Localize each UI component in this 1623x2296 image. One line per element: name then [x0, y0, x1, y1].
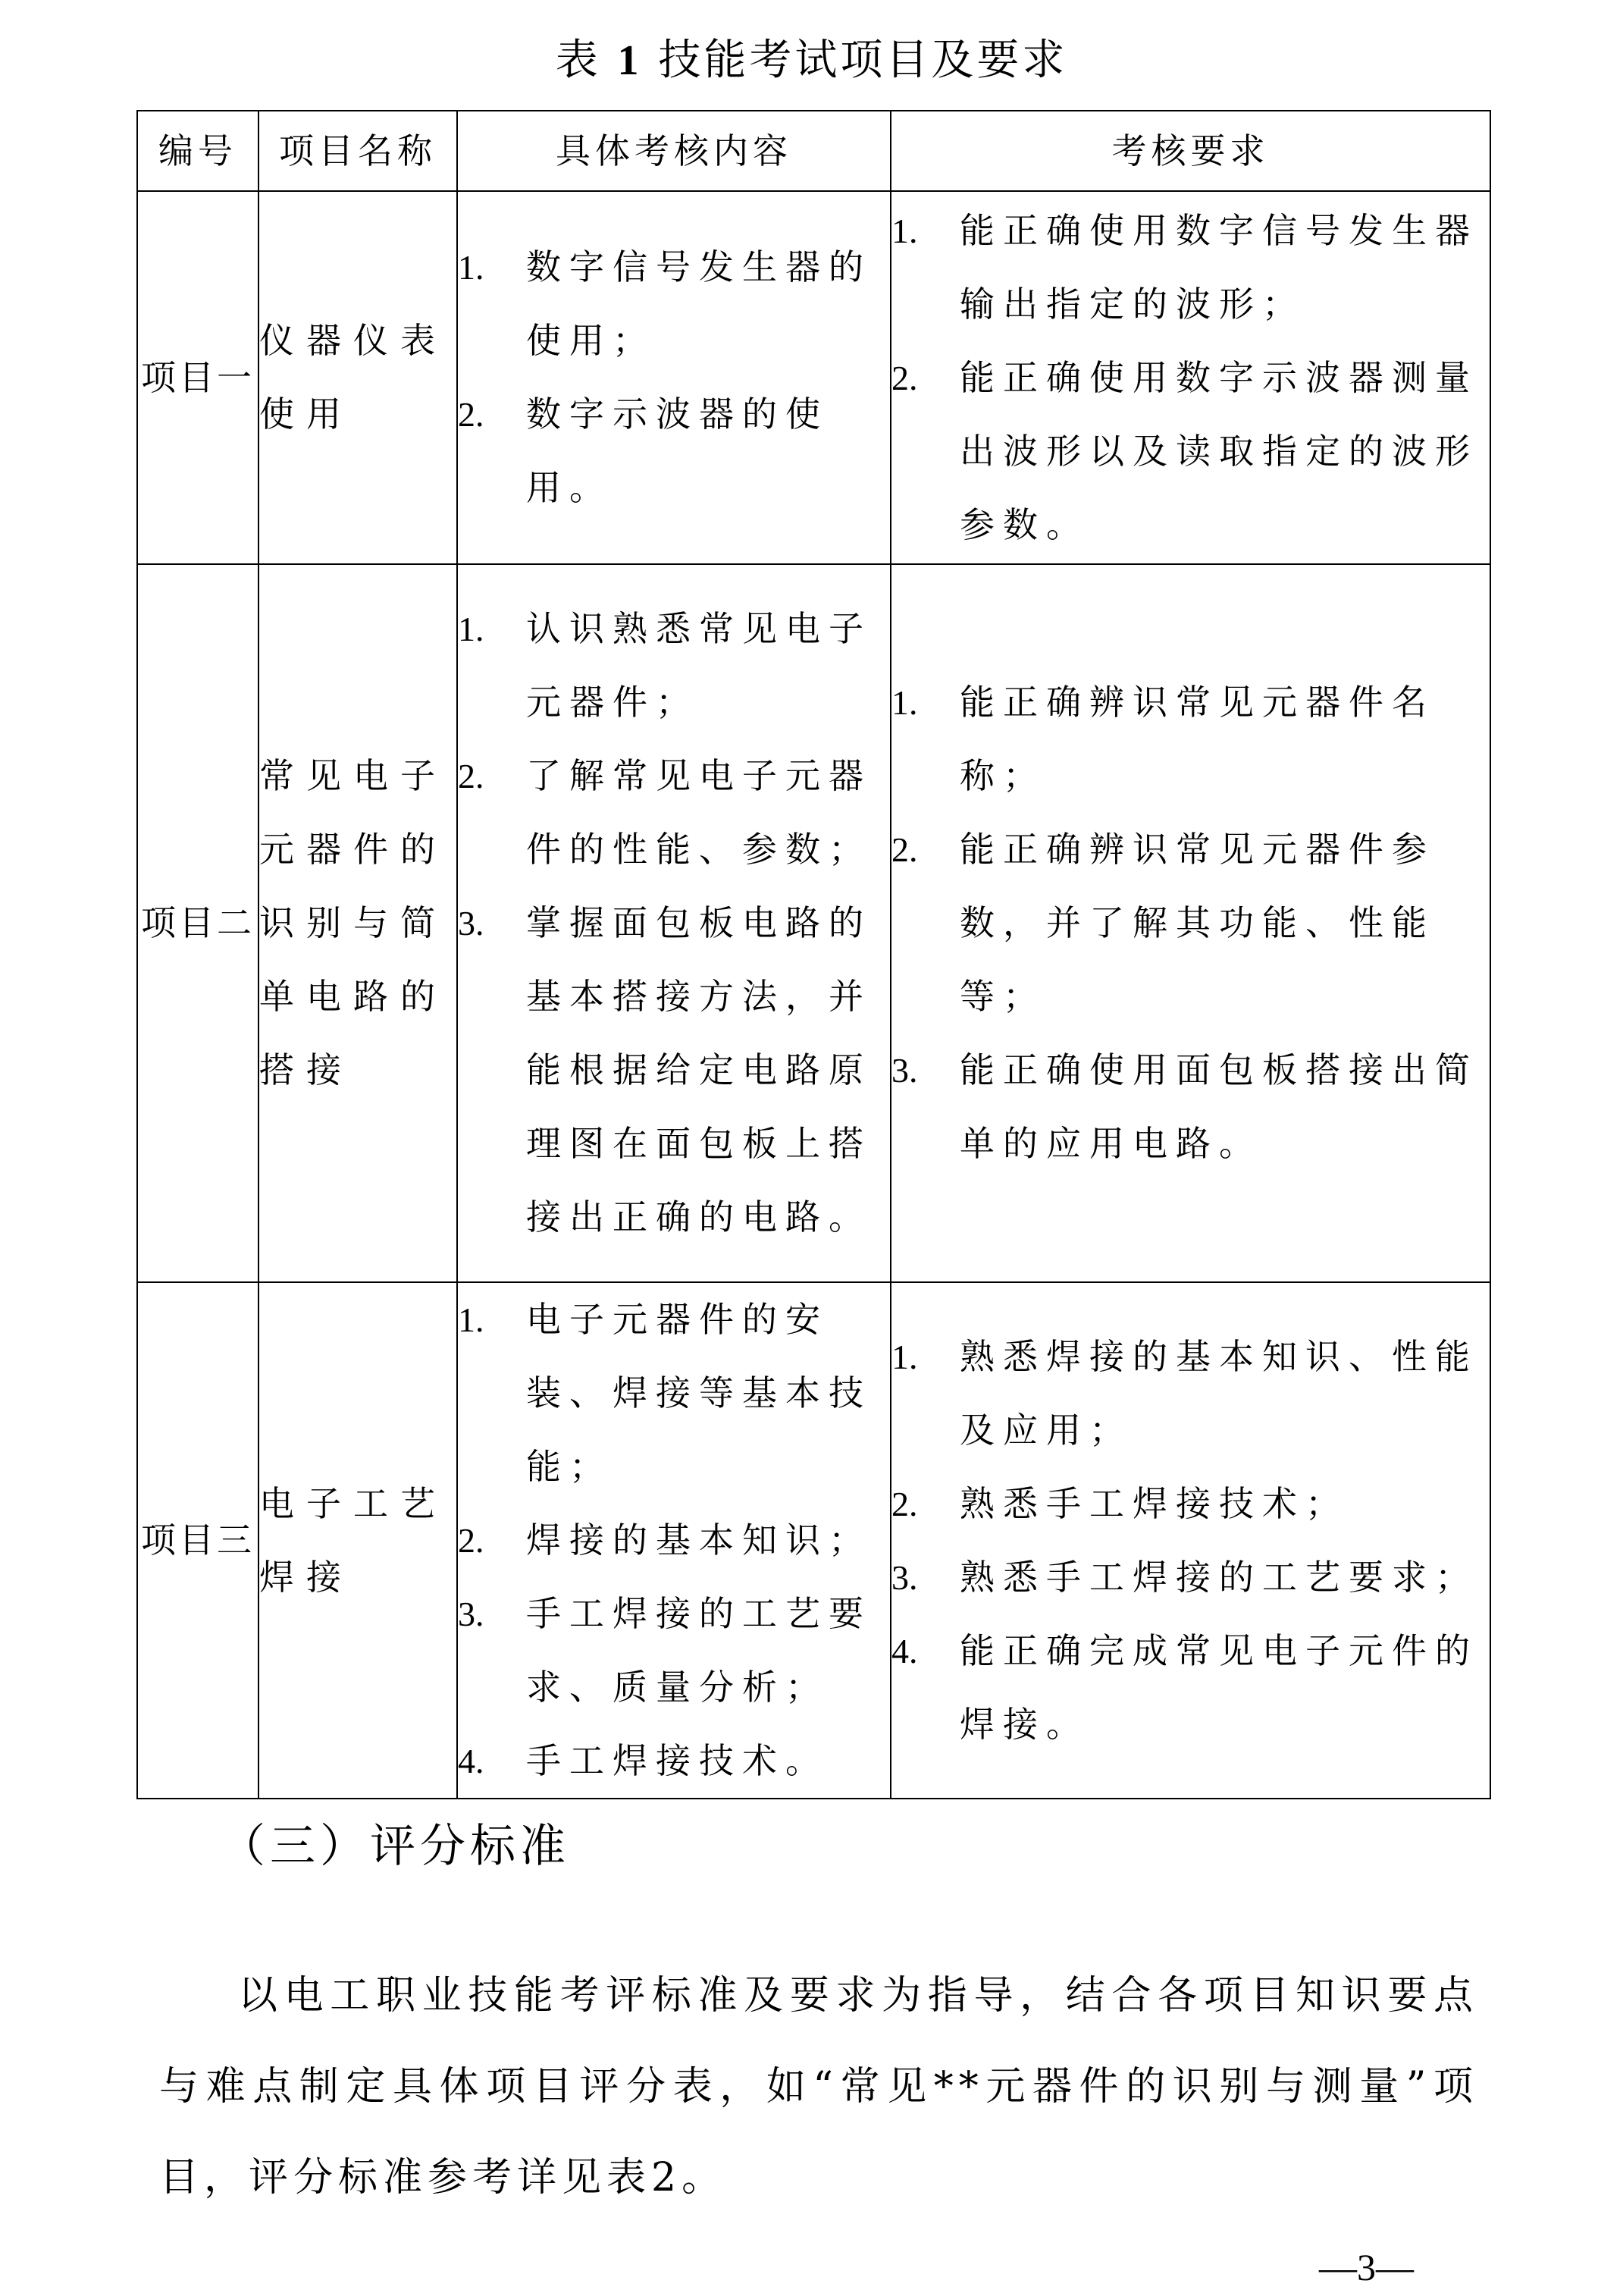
requirements-cell	[891, 564, 1490, 1282]
list-marker: 1.	[458, 248, 484, 287]
list-marker: 1.	[458, 610, 484, 648]
list-item	[891, 813, 1490, 1034]
requirements-list	[891, 1320, 1490, 1761]
list-marker: 2.	[458, 757, 484, 795]
list-item	[458, 231, 890, 378]
list-item-text: 掌握面包板电路的基本搭接方法，并能根据给定电路原理图在面包板上搭接出正确的电路。	[526, 902, 872, 1237]
list-item	[891, 1320, 1490, 1467]
project-number: 项目三	[137, 1282, 258, 1799]
list-item	[458, 1504, 890, 1577]
requirements-list	[891, 194, 1490, 562]
list-item-text: 电子元器件的安装、焊接等基本技能；	[526, 1299, 872, 1487]
list-marker: 3.	[891, 1557, 918, 1597]
list-item-text: 能正确辨识常见元器件名称；	[960, 682, 1435, 796]
list-item	[458, 739, 890, 886]
requirements-cell	[891, 191, 1490, 564]
list-item	[891, 1467, 1490, 1541]
list-item-text: 能正确使用面包板搭接出简单的应用电路。	[960, 1049, 1478, 1164]
content-list	[458, 1283, 890, 1798]
page-number: —3—	[1319, 2246, 1414, 2288]
content-cell	[457, 1282, 891, 1799]
list-item	[891, 1541, 1490, 1614]
table-title-text: 技能考试项目及要求	[658, 36, 1068, 85]
header-content: 具体考核内容	[457, 111, 891, 191]
header-number: 编号	[137, 111, 258, 191]
skills-table	[136, 110, 1491, 1799]
list-item	[891, 666, 1490, 813]
table-row	[137, 1282, 1490, 1799]
list-item-text: 熟悉手工焊接的工艺要求；	[960, 1556, 1478, 1598]
list-item-text: 手工焊接技术。	[526, 1740, 829, 1781]
list-item	[891, 194, 1490, 341]
list-marker: 2.	[458, 1521, 484, 1560]
list-item-text: 能正确完成常见电子元件的焊接。	[960, 1629, 1478, 1745]
list-marker: 1.	[891, 683, 918, 722]
content-cell	[457, 564, 891, 1282]
list-item	[891, 1614, 1490, 1761]
section-heading: （三）评分标准	[220, 1820, 570, 1873]
list-marker: 1.	[891, 211, 918, 250]
body-paragraph: 以电工职业技能考评标准及要求为指导，结合各项目知识要点与难点制定具体项目评分表，如“常见**元器件的识别与测量”项目，评分标准参考详见表2。	[159, 1973, 1478, 2200]
content-list	[458, 231, 890, 525]
list-marker: 2.	[891, 358, 918, 397]
content-cell	[457, 191, 891, 564]
list-marker: 3.	[458, 904, 484, 943]
list-item	[458, 1577, 890, 1724]
list-marker: 4.	[458, 1742, 484, 1780]
table-row	[137, 564, 1490, 1282]
list-marker: 1.	[891, 1337, 918, 1376]
list-item-text: 熟悉手工焊接技术；	[960, 1482, 1349, 1524]
list-item-text: 手工焊接的工艺要求、质量分析；	[526, 1593, 872, 1708]
list-marker: 2.	[891, 830, 918, 869]
table-title	[0, 30, 1623, 91]
list-item	[891, 341, 1490, 562]
project-number: 项目二	[137, 564, 258, 1282]
list-item	[891, 1034, 1490, 1181]
list-marker: 3.	[458, 1595, 484, 1633]
table-title-prefix: 表	[555, 36, 601, 85]
requirements-cell	[891, 1282, 1490, 1799]
table-row	[137, 191, 1490, 564]
project-name: 仪器仪表使用	[258, 191, 457, 564]
list-item-text: 能正确辨识常见元器件参数，并了解其功能、性能等；	[960, 829, 1435, 1017]
list-marker: 2.	[458, 395, 484, 434]
content-list	[458, 592, 890, 1254]
requirements-list	[891, 666, 1490, 1181]
list-item-text: 焊接的基本知识；	[526, 1520, 872, 1560]
list-item	[458, 592, 890, 739]
list-marker: 2.	[891, 1484, 918, 1523]
list-item	[458, 378, 890, 525]
list-item-text: 认识熟悉常见电子元器件；	[526, 608, 872, 723]
list-marker: 4.	[891, 1631, 918, 1670]
list-item-text: 了解常见电子元器件的性能、参数；	[526, 755, 872, 870]
list-item-text: 熟悉焊接的基本知识、性能及应用；	[960, 1335, 1478, 1451]
header-requirements: 考核要求	[891, 111, 1490, 191]
list-item	[458, 1283, 890, 1504]
list-marker: 1.	[458, 1300, 484, 1339]
project-number: 项目一	[137, 191, 258, 564]
list-item	[458, 886, 890, 1254]
list-item-text: 数字信号发生器的使用；	[526, 246, 872, 361]
table-title-number: 1	[617, 37, 642, 84]
project-name: 电子工艺焊接	[258, 1282, 457, 1799]
list-item-text: 能正确使用数字信号发生器输出指定的波形；	[960, 209, 1478, 325]
table-header-row	[137, 111, 1490, 191]
header-project-name: 项目名称	[258, 111, 457, 191]
list-item-text: 能正确使用数字示波器测量出波形以及读取指定的波形参数。	[960, 356, 1478, 545]
list-item-text: 数字示波器的使用。	[526, 394, 829, 508]
list-marker: 3.	[891, 1051, 918, 1090]
list-item	[458, 1724, 890, 1798]
project-name: 常见电子元器件的识别与简单电路的搭接	[258, 564, 457, 1282]
